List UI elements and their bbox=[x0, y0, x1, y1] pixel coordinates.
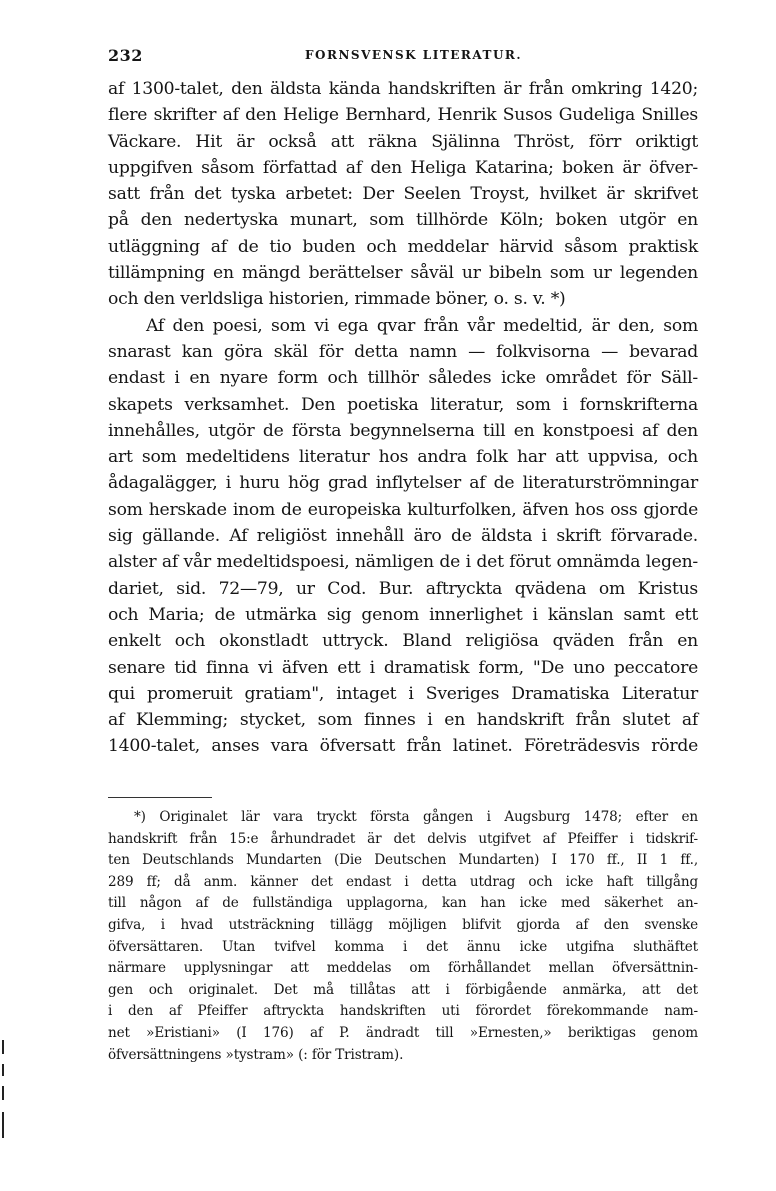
footnote-line: 289 ff; då anm. känner det endast i detta utdrag och icke haft tillgång bbox=[108, 873, 698, 890]
text-line: snarast kan göra skäl för detta namn — folkvisorna — bevarad bbox=[108, 341, 698, 362]
text-line: satt från det tyska arbetet: Der Seelen Troyst, hvilket är skrifvet bbox=[108, 184, 698, 205]
edge-mark bbox=[2, 1112, 4, 1138]
footnote-line: till någon af de fullständiga upplagorna, kan han icke med säkerhet an- bbox=[108, 895, 698, 912]
text-line: endast i en nyare form och tillhör således icke området för Säll- bbox=[108, 368, 698, 389]
main-text bbox=[108, 76, 698, 760]
text-line: ådagalägger, i huru hög grad inflytelser af de literaturströmningar bbox=[108, 473, 698, 494]
text-line: Väckare. Hit är också att räkna Själinna Thröst, förr oriktigt bbox=[108, 131, 698, 152]
footnote-line: net »Eristiani» (I 176) af P. ändradt till »Ernesten,» beriktigas genom bbox=[108, 1024, 698, 1041]
footnote-line: handskrift från 15:e århundradet är det delvis utgifvet af Pfeiffer i tidskrif- bbox=[108, 830, 698, 847]
text-line: tillämpning en mängd berättelser såväl ur bibeln som ur legenden bbox=[108, 263, 698, 284]
footnote-divider bbox=[108, 797, 212, 798]
text-line: utläggning af de tio buden och meddelar härvid såsom praktisk bbox=[108, 236, 698, 257]
text-line: af 1300-talet, den äldsta kända handskriften är från omkring 1420; bbox=[108, 79, 698, 99]
footnote-line: gen och originalet. Det må tillåtas att i förbigående anmärka, att det bbox=[108, 981, 698, 998]
text-line: alster af vår medeltidspoesi, nämligen de i det förut omnämda legen- bbox=[108, 552, 698, 573]
footnote-line: gifva, i hvad utsträckning tillägg möjligen blifvit gjorda af den svenske bbox=[108, 916, 698, 933]
running-head: FORNSVENSK LITERATUR. bbox=[305, 48, 523, 62]
text-line: skapets verksamhet. Den poetiska literatur, som i fornskrifterna bbox=[108, 394, 698, 415]
footnote-line: närmare upplysningar att meddelas om förhållandet mellan öfversättnin- bbox=[108, 960, 698, 977]
footnote-line: ten Deutschlands Mundarten (Die Deutschen Mundarten) I 170 ff., II 1 ff., bbox=[108, 852, 698, 869]
footnote-line: i den af Pfeiffer aftryckta handskriften uti förordet förekommande nam- bbox=[108, 1003, 698, 1020]
text-line: och Maria; de utmärka sig genom innerlighet i känslan samt ett bbox=[108, 604, 698, 625]
text-line: senare tid finna vi äfven ett i dramatisk form, "De uno peccatore bbox=[108, 657, 698, 678]
text-line: sig gällande. Af religiöst innehåll äro de äldsta i skrift förvarade. bbox=[108, 526, 698, 547]
text-line: qui promeruit gratiam", intaget i Sveriges Dramatiska Literatur bbox=[108, 683, 698, 704]
text-line: innehålles, utgör de första begynnelserna till en konstpoesi af den bbox=[108, 420, 698, 441]
footnote bbox=[108, 807, 698, 1066]
binding-edge-marks bbox=[2, 1040, 14, 1140]
edge-mark bbox=[2, 1086, 4, 1100]
text-line: 1400-talet, anses vara öfversatt från latinet. Företrädesvis rörde bbox=[108, 736, 698, 757]
edge-mark bbox=[2, 1040, 4, 1054]
footnote-line: öfversättaren. Utan tvifvel komma i det ännu icke utgifna sluthäftet bbox=[108, 938, 698, 955]
text-line: och den verldsliga historien, rimmade böner, o. s. v. *) bbox=[108, 289, 566, 310]
text-line: flere skrifter af den Helige Bernhard, Henrik Susos Gudeliga Snilles bbox=[108, 105, 698, 126]
text-line: som herskade inom de europeiska kulturfolken, äfven hos oss gjorde bbox=[108, 499, 698, 520]
text-line: uppgifven såsom författad af den Heliga Katarina; boken är öfver- bbox=[108, 157, 698, 178]
edge-mark bbox=[2, 1064, 4, 1076]
footnote-line: öfversättningens »tystram» (: för Tristram). bbox=[108, 1046, 404, 1063]
page-number: 232 bbox=[108, 46, 143, 65]
footnote-line: *) Originalet lär vara tryckt första gången i Augsburg 1478; efter en bbox=[134, 809, 698, 825]
paragraph-start-line: Af den poesi, som vi ega qvar från vår medeltid, är den, som bbox=[146, 315, 698, 336]
page-header bbox=[108, 46, 698, 64]
text-line: dariet, sid. 72—79, ur Cod. Bur. aftryckta qvädena om Kristus bbox=[108, 578, 698, 599]
text-line: af Klemming; stycket, som finnes i en handskrift från slutet af bbox=[108, 710, 698, 731]
text-line: art som medeltidens literatur hos andra folk har att uppvisa, och bbox=[108, 447, 698, 468]
text-line: enkelt och okonstladt uttryck. Bland religiösa qväden från en bbox=[108, 631, 698, 652]
text-line: på den nedertyska munart, som tillhörde Köln; boken utgör en bbox=[108, 210, 698, 231]
